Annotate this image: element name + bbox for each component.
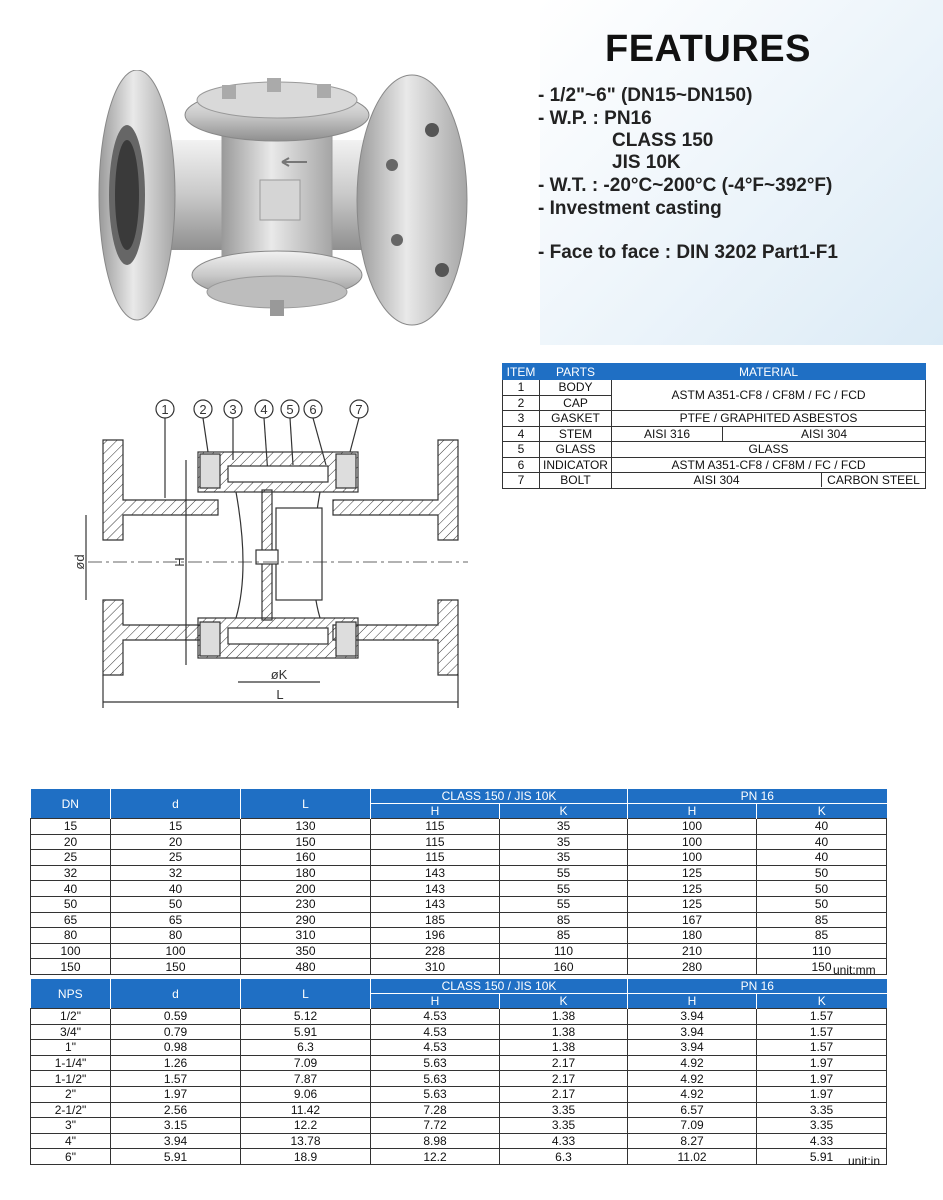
- cell-d: 25: [111, 850, 241, 866]
- cell-class150-h: 4.53: [371, 1040, 500, 1056]
- feature-working-pressure: - W.P. : PN16: [538, 108, 652, 129]
- table-row: [31, 1009, 887, 1025]
- cell-d: 2.56: [111, 1102, 241, 1118]
- dim-label-h: H: [172, 557, 187, 567]
- cell-pn16-h: 4.92: [628, 1086, 757, 1102]
- cell-class150-h: 115: [371, 834, 500, 850]
- cell-class150-h: 7.28: [371, 1102, 500, 1118]
- cell-class150-h: 228: [371, 943, 500, 959]
- cell-size: 3/4": [31, 1024, 111, 1040]
- cell-pn16-k: 5.91: [757, 1149, 887, 1165]
- header-d: d: [111, 789, 241, 819]
- cell-l: 180: [241, 865, 371, 881]
- cell-size: 50: [31, 896, 111, 912]
- cell-pn16-k: 1.57: [757, 1009, 887, 1025]
- table-row: [503, 473, 926, 489]
- table-row: [503, 411, 926, 427]
- cell-class150-k: 2.17: [500, 1086, 628, 1102]
- cell-l: 160: [241, 850, 371, 866]
- cell-l: 9.06: [241, 1086, 371, 1102]
- cell-size: 100: [31, 943, 111, 959]
- cell-l: 230: [241, 896, 371, 912]
- cell-size: 6": [31, 1149, 111, 1165]
- material-value: AISI 304: [723, 426, 926, 442]
- table-row: [31, 850, 887, 866]
- item-number: 4: [503, 426, 540, 442]
- features-title: FEATURES: [605, 28, 811, 70]
- table-row: [31, 881, 887, 897]
- cell-class150-k: 35: [500, 834, 628, 850]
- cell-class150-h: 8.98: [371, 1133, 500, 1149]
- cell-class150-h: 196: [371, 928, 500, 944]
- feature-jis-10k: JIS 10K: [612, 152, 681, 173]
- header-item: ITEM: [503, 364, 540, 380]
- part-name: BODY: [540, 380, 612, 396]
- table-row: [503, 457, 926, 473]
- cell-class150-k: 6.3: [500, 1149, 628, 1165]
- cell-size: 25: [31, 850, 111, 866]
- part-name: CAP: [540, 395, 612, 411]
- callout-2: 2: [199, 402, 207, 417]
- cell-class150-h: 143: [371, 881, 500, 897]
- item-number: 2: [503, 395, 540, 411]
- cell-size: 3": [31, 1118, 111, 1134]
- header-k: K: [757, 804, 887, 819]
- material-value: AISI 316: [612, 426, 723, 442]
- materials-table: [502, 363, 926, 489]
- cell-class150-k: 2.17: [500, 1055, 628, 1071]
- material-value: AISI 304: [612, 473, 822, 487]
- cell-d: 3.94: [111, 1133, 241, 1149]
- table-row: [31, 1024, 887, 1040]
- cell-class150-k: 1.38: [500, 1009, 628, 1025]
- item-number: 6: [503, 457, 540, 473]
- material-value: ASTM A351-CF8 / CF8M / FC / FCD: [612, 457, 926, 473]
- cell-l: 12.2: [241, 1118, 371, 1134]
- cell-pn16-k: 1.57: [757, 1024, 887, 1040]
- cell-d: 40: [111, 881, 241, 897]
- item-number: 7: [503, 473, 540, 489]
- cell-d: 80: [111, 928, 241, 944]
- metric-unit: unit:mm: [833, 963, 876, 977]
- table-row: [503, 380, 926, 396]
- header-pn16: PN 16: [628, 979, 887, 994]
- cell-pn16-k: 110: [757, 943, 887, 959]
- header-k: K: [500, 804, 628, 819]
- feature-working-temperature: - W.T. : -20°C~200°C (-4°F~392°F): [538, 175, 833, 196]
- cell-pn16-k: 50: [757, 896, 887, 912]
- cell-pn16-h: 4.92: [628, 1071, 757, 1087]
- cell-pn16-k: 1.57: [757, 1040, 887, 1056]
- cell-pn16-k: 50: [757, 881, 887, 897]
- cell-d: 1.26: [111, 1055, 241, 1071]
- cell-class150-k: 3.35: [500, 1118, 628, 1134]
- header-pn16: PN 16: [628, 789, 887, 804]
- table-row: [31, 865, 887, 881]
- header-class150-jis10k: CLASS 150 / JIS 10K: [371, 979, 628, 994]
- part-name: INDICATOR: [540, 457, 612, 473]
- cell-pn16-h: 125: [628, 896, 757, 912]
- table-row: [31, 943, 887, 959]
- cell-pn16-h: 280: [628, 959, 757, 975]
- cell-d: 3.15: [111, 1118, 241, 1134]
- cell-class150-h: 4.53: [371, 1009, 500, 1025]
- cell-pn16-h: 180: [628, 928, 757, 944]
- imperial-dimensions-table: [30, 979, 887, 1165]
- cell-size: 32: [31, 865, 111, 881]
- cell-d: 20: [111, 834, 241, 850]
- cell-class150-k: 2.17: [500, 1071, 628, 1087]
- cell-class150-h: 115: [371, 819, 500, 835]
- cell-class150-h: 143: [371, 865, 500, 881]
- callout-4: 4: [260, 402, 268, 417]
- cell-pn16-k: 50: [757, 865, 887, 881]
- dim-label-d: ød: [72, 554, 87, 570]
- materials-header-row: [503, 364, 926, 380]
- cell-l: 7.87: [241, 1071, 371, 1087]
- cell-class150-h: 143: [371, 896, 500, 912]
- cell-size: 1/2": [31, 1009, 111, 1025]
- table-row: [31, 1102, 887, 1118]
- cell-class150-k: 55: [500, 865, 628, 881]
- metric-dimensions-table: [30, 789, 887, 975]
- table-row: [31, 1040, 887, 1056]
- cell-pn16-h: 8.27: [628, 1133, 757, 1149]
- cell-size: 1": [31, 1040, 111, 1056]
- material-value: ASTM A351-CF8 / CF8M / FC / FCD: [612, 380, 926, 411]
- header-parts: PARTS: [540, 364, 612, 380]
- cell-pn16-h: 3.94: [628, 1009, 757, 1025]
- cell-l: 350: [241, 943, 371, 959]
- callout-6: 6: [309, 402, 317, 417]
- cell-pn16-h: 100: [628, 819, 757, 835]
- cell-pn16-k: 4.33: [757, 1133, 887, 1149]
- imperial-header-row: [31, 979, 887, 994]
- header-d: d: [111, 979, 241, 1009]
- cell-pn16-h: 100: [628, 834, 757, 850]
- cell-d: 32: [111, 865, 241, 881]
- cell-size: 1-1/2": [31, 1071, 111, 1087]
- cell-size: 4": [31, 1133, 111, 1149]
- cell-pn16-k: 85: [757, 912, 887, 928]
- cell-pn16-h: 100: [628, 850, 757, 866]
- header-nps: NPS: [31, 979, 111, 1009]
- material-value: PTFE / GRAPHITED ASBESTOS: [612, 411, 926, 427]
- cell-size: 20: [31, 834, 111, 850]
- cell-pn16-k: 40: [757, 850, 887, 866]
- cell-pn16-k: 85: [757, 928, 887, 944]
- cell-class150-k: 35: [500, 850, 628, 866]
- cell-size: 65: [31, 912, 111, 928]
- header-l: L: [241, 979, 371, 1009]
- callout-7: 7: [355, 402, 363, 417]
- cell-class150-h: 185: [371, 912, 500, 928]
- dim-label-l: L: [276, 687, 284, 702]
- cell-class150-k: 35: [500, 819, 628, 835]
- cell-pn16-h: 6.57: [628, 1102, 757, 1118]
- cell-pn16-k: 150: [757, 959, 887, 975]
- cell-class150-k: 110: [500, 943, 628, 959]
- table-row: [31, 959, 887, 975]
- cell-class150-k: 160: [500, 959, 628, 975]
- cell-d: 100: [111, 943, 241, 959]
- part-name: GLASS: [540, 442, 612, 458]
- cell-l: 5.91: [241, 1024, 371, 1040]
- cell-l: 310: [241, 928, 371, 944]
- header-material: MATERIAL: [612, 364, 926, 380]
- item-number: 1: [503, 380, 540, 396]
- cell-l: 130: [241, 819, 371, 835]
- table-row: [503, 442, 926, 458]
- cell-pn16-h: 3.94: [628, 1040, 757, 1056]
- cell-l: 11.42: [241, 1102, 371, 1118]
- table-row: [31, 1071, 887, 1087]
- table-row: [31, 1133, 887, 1149]
- cell-l: 290: [241, 912, 371, 928]
- item-number: 5: [503, 442, 540, 458]
- cell-class150-k: 85: [500, 912, 628, 928]
- part-name: STEM: [540, 426, 612, 442]
- cell-pn16-h: 4.92: [628, 1055, 757, 1071]
- table-row: [31, 1055, 887, 1071]
- cell-pn16-h: 125: [628, 881, 757, 897]
- cell-l: 13.78: [241, 1133, 371, 1149]
- cell-l: 7.09: [241, 1055, 371, 1071]
- part-name: GASKET: [540, 411, 612, 427]
- cell-d: 15: [111, 819, 241, 835]
- section-drawing: [68, 390, 478, 710]
- imperial-unit: unit:in: [848, 1154, 881, 1168]
- cell-size: 1-1/4": [31, 1055, 111, 1071]
- callout-1: 1: [161, 402, 169, 417]
- callout-5: 5: [286, 402, 294, 417]
- cell-size: 15: [31, 819, 111, 835]
- cell-pn16-k: 40: [757, 834, 887, 850]
- table-row: [31, 834, 887, 850]
- cell-class150-k: 55: [500, 896, 628, 912]
- cell-d: 150: [111, 959, 241, 975]
- cell-d: 0.59: [111, 1009, 241, 1025]
- cell-pn16-h: 210: [628, 943, 757, 959]
- table-row: [31, 1149, 887, 1165]
- cell-pn16-h: 125: [628, 865, 757, 881]
- cell-pn16-k: 3.35: [757, 1102, 887, 1118]
- cell-class150-k: 3.35: [500, 1102, 628, 1118]
- cell-l: 5.12: [241, 1009, 371, 1025]
- feature-class-150: CLASS 150: [612, 130, 714, 151]
- table-row: [31, 1086, 887, 1102]
- cell-pn16-k: 1.97: [757, 1071, 887, 1087]
- feature-size-range: - 1/2"~6" (DN15~DN150): [538, 85, 753, 106]
- cell-class150-h: 5.63: [371, 1055, 500, 1071]
- material-value: GLASS: [612, 442, 926, 458]
- cell-class150-k: 85: [500, 928, 628, 944]
- header-h: H: [371, 994, 500, 1009]
- cell-d: 0.98: [111, 1040, 241, 1056]
- cell-class150-k: 4.33: [500, 1133, 628, 1149]
- metric-header-row: [31, 789, 887, 804]
- cell-class150-h: 5.63: [371, 1086, 500, 1102]
- header-h: H: [371, 804, 500, 819]
- cell-pn16-k: 1.97: [757, 1055, 887, 1071]
- cell-l: 200: [241, 881, 371, 897]
- cell-class150-h: 115: [371, 850, 500, 866]
- feature-face-to-face: - Face to face : DIN 3202 Part1-F1: [538, 242, 838, 263]
- cell-class150-h: 310: [371, 959, 500, 975]
- cell-pn16-k: 40: [757, 819, 887, 835]
- item-number: 3: [503, 411, 540, 427]
- cell-class150-k: 55: [500, 881, 628, 897]
- metric-table-body: [31, 819, 887, 975]
- cell-size: 150: [31, 959, 111, 975]
- cell-l: 18.9: [241, 1149, 371, 1165]
- dim-label-k: øK: [270, 667, 288, 682]
- table-row: [31, 912, 887, 928]
- cell-pn16-h: 7.09: [628, 1118, 757, 1134]
- callout-3: 3: [229, 402, 237, 417]
- cell-class150-h: 7.72: [371, 1118, 500, 1134]
- header-k: K: [757, 994, 887, 1009]
- cell-size: 80: [31, 928, 111, 944]
- header-class150-jis10k: CLASS 150 / JIS 10K: [371, 789, 628, 804]
- header-dn: DN: [31, 789, 111, 819]
- table-row: [31, 896, 887, 912]
- cell-pn16-k: 3.35: [757, 1118, 887, 1134]
- cell-l: 150: [241, 834, 371, 850]
- part-name: BOLT: [540, 473, 612, 489]
- cell-pn16-h: 3.94: [628, 1024, 757, 1040]
- valve-photo: [92, 70, 472, 340]
- cell-d: 50: [111, 896, 241, 912]
- cell-pn16-h: 167: [628, 912, 757, 928]
- cell-l: 6.3: [241, 1040, 371, 1056]
- cell-pn16-k: 1.97: [757, 1086, 887, 1102]
- header-l: L: [241, 789, 371, 819]
- header-h: H: [628, 804, 757, 819]
- cell-d: 65: [111, 912, 241, 928]
- cell-d: 0.79: [111, 1024, 241, 1040]
- material-value: CARBON STEEL: [827, 473, 920, 488]
- cell-d: 5.91: [111, 1149, 241, 1165]
- cell-class150-h: 4.53: [371, 1024, 500, 1040]
- table-row: [31, 819, 887, 835]
- table-row: [31, 928, 887, 944]
- cell-class150-k: 1.38: [500, 1024, 628, 1040]
- header-h: H: [628, 994, 757, 1009]
- cell-d: 1.57: [111, 1071, 241, 1087]
- cell-l: 480: [241, 959, 371, 975]
- cell-size: 2": [31, 1086, 111, 1102]
- cell-d: 1.97: [111, 1086, 241, 1102]
- cell-pn16-h: 11.02: [628, 1149, 757, 1165]
- cell-class150-h: 5.63: [371, 1071, 500, 1087]
- feature-casting: - Investment casting: [538, 198, 722, 219]
- table-row: [503, 426, 926, 442]
- table-row: [31, 1118, 887, 1134]
- cell-size: 40: [31, 881, 111, 897]
- header-k: K: [500, 994, 628, 1009]
- imperial-table-body: [31, 1009, 887, 1165]
- cell-class150-k: 1.38: [500, 1040, 628, 1056]
- bolt-material-cell: [612, 473, 926, 489]
- cell-class150-h: 12.2: [371, 1149, 500, 1165]
- cell-size: 2-1/2": [31, 1102, 111, 1118]
